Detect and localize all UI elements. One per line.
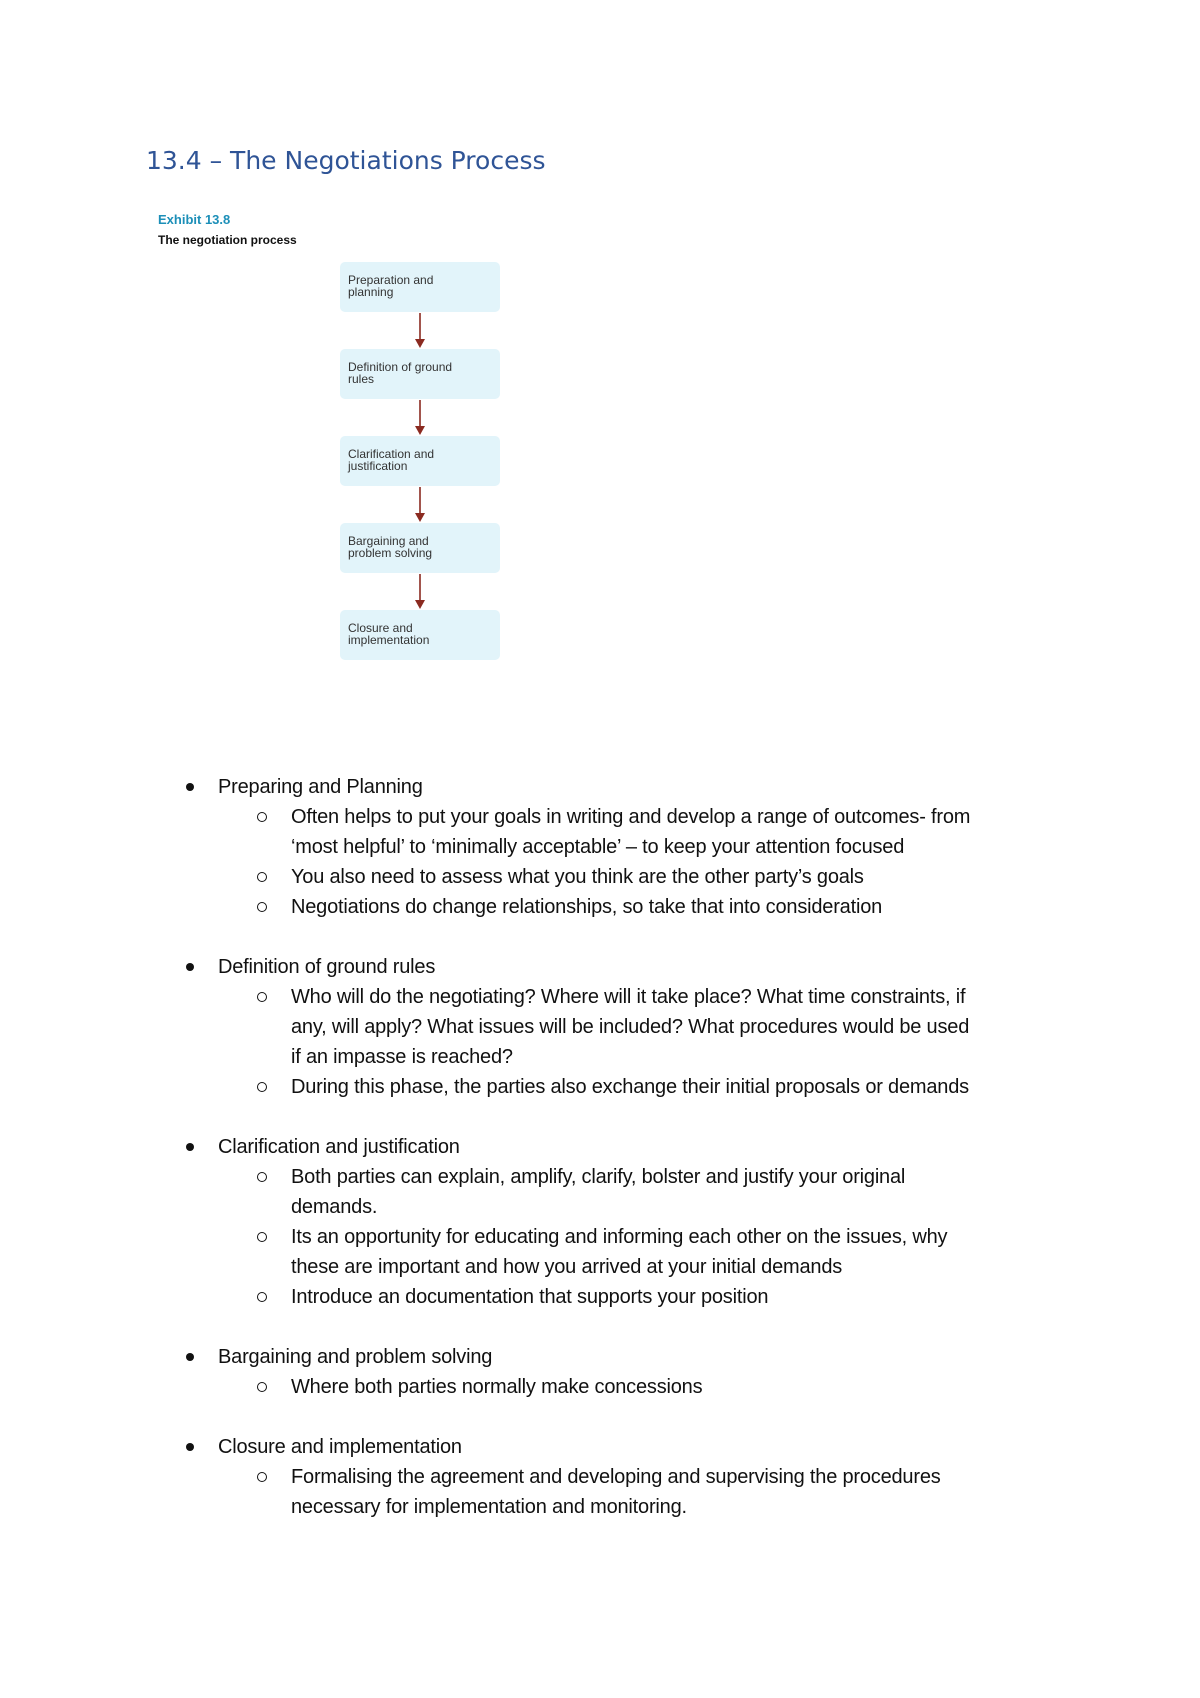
- list-item: [178, 1162, 971, 1222]
- list-item: [178, 1222, 971, 1282]
- circle-bullet-icon: [257, 1292, 267, 1302]
- outline-section: [178, 1132, 1078, 1312]
- exhibit-label: Exhibit 13.8: [158, 212, 231, 227]
- flow-step-bargaining: [340, 523, 500, 573]
- flow-step-text: Preparation and: [348, 273, 434, 287]
- arrow-down-icon: [412, 400, 428, 436]
- arrow-down-icon: [412, 574, 428, 610]
- list-item: [178, 982, 971, 1072]
- item-text: Its an opportunity for educating and informing each other on the issues, why these are important and how you arrived at your initial demands: [291, 1226, 948, 1278]
- outline-section: [178, 1432, 1078, 1522]
- section-heading: Closure and implementation: [218, 1436, 462, 1458]
- flow-step-text: rules: [348, 372, 375, 386]
- bullet-icon: [186, 1443, 194, 1451]
- circle-bullet-icon: [257, 872, 267, 882]
- flow-step-preparation: [340, 262, 500, 312]
- list-item: [178, 1342, 1078, 1372]
- circle-bullet-icon: [257, 1082, 267, 1092]
- arrow-down-icon: [412, 313, 428, 349]
- bullet-outline: [178, 772, 1078, 1552]
- list-item: [178, 1462, 971, 1522]
- list-item: [178, 1132, 1078, 1162]
- section-heading: Definition of ground rules: [218, 956, 436, 978]
- circle-bullet-icon: [257, 1382, 267, 1392]
- item-text: Negotiations do change relationships, so take that into consideration: [291, 896, 883, 918]
- outline-section: [178, 952, 1078, 1102]
- item-text: Where both parties normally make concessions: [291, 1376, 703, 1398]
- item-text: Formalising the agreement and developing and supervising the procedures necessary for implementation and monitoring.: [291, 1466, 941, 1518]
- page-title: 13.4 – The Negotiations Process: [146, 146, 546, 175]
- section-heading: Clarification and justification: [218, 1136, 460, 1158]
- bullet-icon: [186, 1353, 194, 1361]
- arrow-down-icon: [412, 487, 428, 523]
- item-text: During this phase, the parties also exchange their initial proposals or demands: [291, 1076, 969, 1098]
- flow-step-ground-rules: [340, 349, 500, 399]
- list-item: [178, 1372, 971, 1402]
- list-item: [178, 1282, 971, 1312]
- bullet-icon: [186, 1143, 194, 1151]
- outline-section: [178, 772, 1078, 922]
- list-item: [178, 892, 971, 922]
- bullet-icon: [186, 963, 194, 971]
- exhibit-caption: The negotiation process: [158, 233, 297, 247]
- flow-step-text: Closure and: [348, 621, 413, 635]
- item-text: You also need to assess what you think are the other party’s goals: [291, 866, 864, 888]
- circle-bullet-icon: [257, 902, 267, 912]
- circle-bullet-icon: [257, 1232, 267, 1242]
- list-item: [178, 802, 971, 862]
- item-text: Both parties can explain, amplify, clarify, bolster and justify your original demands.: [291, 1166, 906, 1218]
- flow-step-text: Definition of ground: [348, 360, 453, 374]
- list-item: [178, 862, 971, 892]
- flow-step-text: Clarification and: [348, 447, 435, 461]
- item-text: Often helps to put your goals in writing and develop a range of outcomes- from ‘most helpful’ to ‘minimally acceptable’ – to keep your attention focused: [291, 806, 971, 858]
- section-heading: Bargaining and problem solving: [218, 1346, 493, 1368]
- flow-step-clarification: [340, 436, 500, 486]
- bullet-icon: [186, 783, 194, 791]
- flow-step-text: problem solving: [348, 546, 433, 560]
- list-item: [178, 1432, 1078, 1462]
- circle-bullet-icon: [257, 1472, 267, 1482]
- outline-section: [178, 1342, 1078, 1402]
- circle-bullet-icon: [257, 1172, 267, 1182]
- circle-bullet-icon: [257, 812, 267, 822]
- item-text: Introduce an documentation that supports your position: [291, 1286, 769, 1308]
- flow-step-text: planning: [348, 285, 394, 299]
- circle-bullet-icon: [257, 992, 267, 1002]
- list-item: [178, 772, 1078, 802]
- list-item: [178, 1072, 971, 1102]
- flow-step-closure: [340, 610, 500, 660]
- flow-step-text: justification: [348, 459, 408, 473]
- flow-step-text: Bargaining and: [348, 534, 429, 548]
- item-text: Who will do the negotiating? Where will it take place? What time constraints, if any, will apply? What issues will be included? What procedures would be used if an impasse is reached?: [291, 986, 970, 1068]
- flow-step-text: implementation: [348, 633, 430, 647]
- section-heading: Preparing and Planning: [218, 776, 423, 798]
- list-item: [178, 952, 1078, 982]
